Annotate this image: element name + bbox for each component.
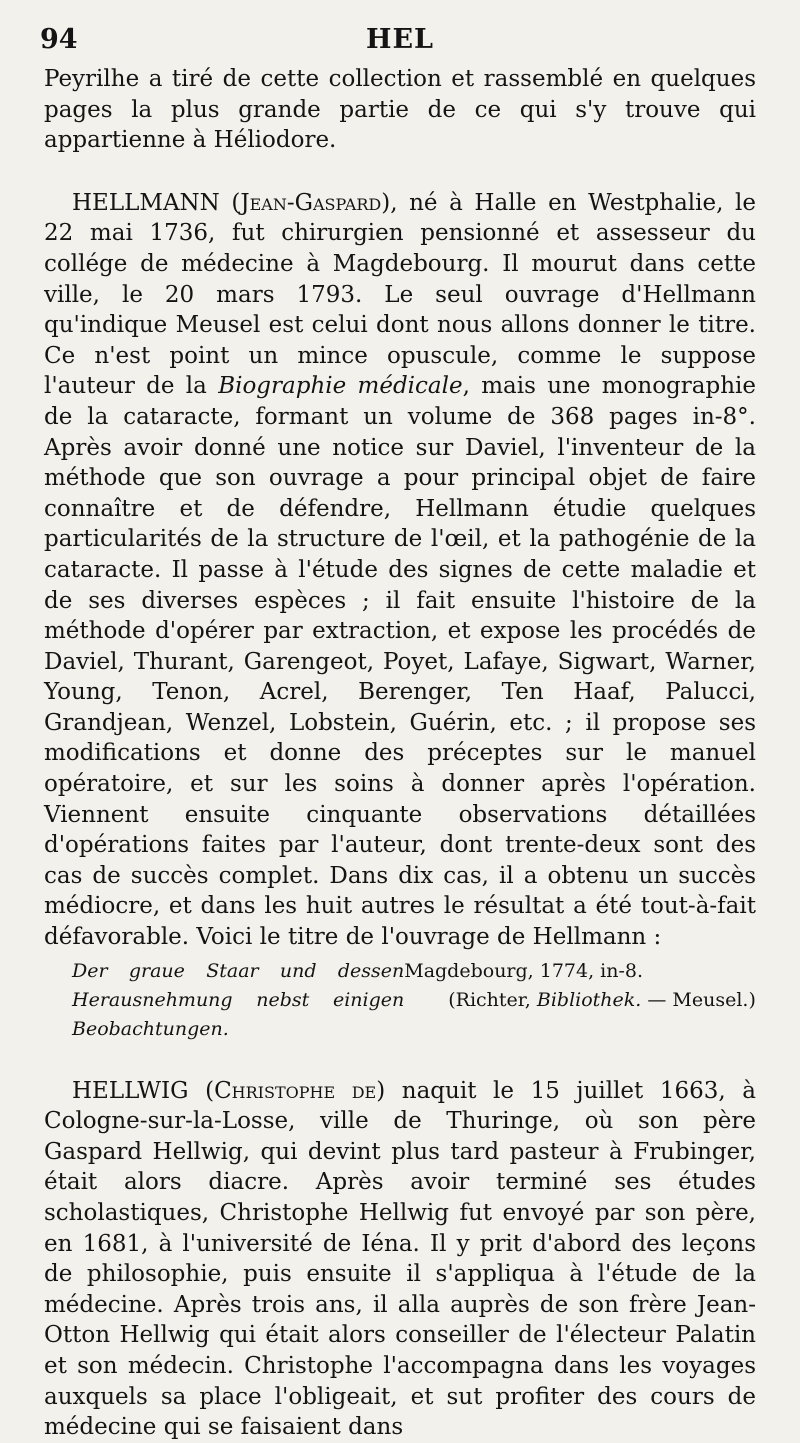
entry-hellwig: [44, 1076, 756, 1443]
entry-forename-hellwig: Christophe de: [214, 1077, 377, 1104]
bibliography-entry: [44, 957, 756, 1044]
entry-text-b: , mais une monographie de la cataracte, formant un volume de 368 pages in-8°. Après avoir donné une notice sur Daviel, l'inventeur de la méthode que son ouvrage a pour principal objet de faire connaître et de défendre, Hellmann étudie quelques particularités de la structure de l'œil, et la pathogénie de la cataracte. Il passe à l'étude des signes de cette maladie et de ses diverses espèces ; il fait ensuite l'histoire de la méthode d'opérer par extraction, et expose les procédés de Daviel, Thurant, Garengeot, Poyet, Lafaye, Sigwart, Warner, Young, Tenon, Acrel, Berenger, Ten Haaf, Palucci, Grandjean, Wenzel, Lobstein, Guérin, etc. ; il propose ses modifications et donne des préceptes sur le manuel opératoire, et sur les soins à donner après l'opération. Viennent ensuite cinquante observations détaillées d'opérations faites par l'auteur, dont trente-deux sont des cas de succès complet. Dans dix cas, il a obtenu un succès médiocre, et dans les huit autres le résultat a été tout-à-fait défavorable. Voici le titre de l'ouvrage de Hellmann :: [44, 373, 756, 951]
page-number: 94: [40, 24, 78, 55]
intro-paragraph: Peyrilhe a tiré de cette collection et rassemblé en quelques pages la plus grande partie de ce qui s'y trouve qui appartienne à Héliodore.: [44, 66, 756, 154]
body-text: [44, 64, 756, 1443]
source-italic: Bibliothek.: [536, 988, 642, 1011]
entry-italic-title: Biographie médicale: [218, 373, 463, 400]
section-gap: [44, 1044, 756, 1076]
bibliography-title: Der graue Staar und dessen Herausnehmung nebst einigen Beobachtungen.: [72, 959, 405, 1040]
entry-name-hellwig: HELLWIG: [72, 1077, 189, 1104]
bibliography-details: [404, 957, 756, 1044]
bibliography-place-date: Magdebourg, 1774, in-8.: [404, 959, 644, 982]
source-open: (Richter,: [448, 988, 537, 1011]
entry-text-hellwig: naquit le 15 juillet 1663, à Cologne-sur-la-Losse, ville de Thuringe, où son père Gaspard Hellwig, qui devint plus tard pasteur à Frubinger, était alors diacre. Après avoir terminé ses études scholastiques, Christophe Hellwig fut envoyé par son père, en 1681, à l'université de Iéna. Il y prit d'abord des leçons de philosophie, puis ensuite il s'appliqua à l'étude de la médecine. Après trois ans, il alla auprès de son frère Jean-Otton Hellwig qui était alors conseiller de l'électeur Palatin et son médecin. Christophe l'accompagna dans les voyages auxquels sa place l'obligeait, et sut profiter des cours de médecine qui se faisaient dans: [44, 1077, 756, 1441]
forename-open: (: [188, 1077, 215, 1104]
entry-forename-hellmann: Jean-Gaspard: [240, 189, 382, 216]
entry-hellmann: [44, 188, 756, 953]
entry-name-hellmann: HELLMANN: [72, 189, 220, 216]
forename-open: (: [219, 189, 241, 216]
section-gap: [44, 156, 756, 188]
source-close: — Meusel.): [641, 988, 756, 1011]
forename-close: ): [376, 1077, 386, 1104]
page-header: [0, 24, 800, 60]
bibliography-source: [404, 986, 756, 1015]
running-head: HEL: [365, 24, 435, 55]
forename-close: ): [381, 189, 391, 216]
entry-text-a: , né à Halle en Westphalie, le 22 mai 1736, fut chirurgien pensionné et assesseur du collége de médecine à Magdebourg. Il mourut dans cette ville, le 20 mars 1793. Le seul ouvrage d'Hellmann qu'indique Meusel est celui dont nous allons donner le titre. Ce n'est point un mince opuscule, comme le suppose l'auteur de la: [44, 189, 756, 400]
